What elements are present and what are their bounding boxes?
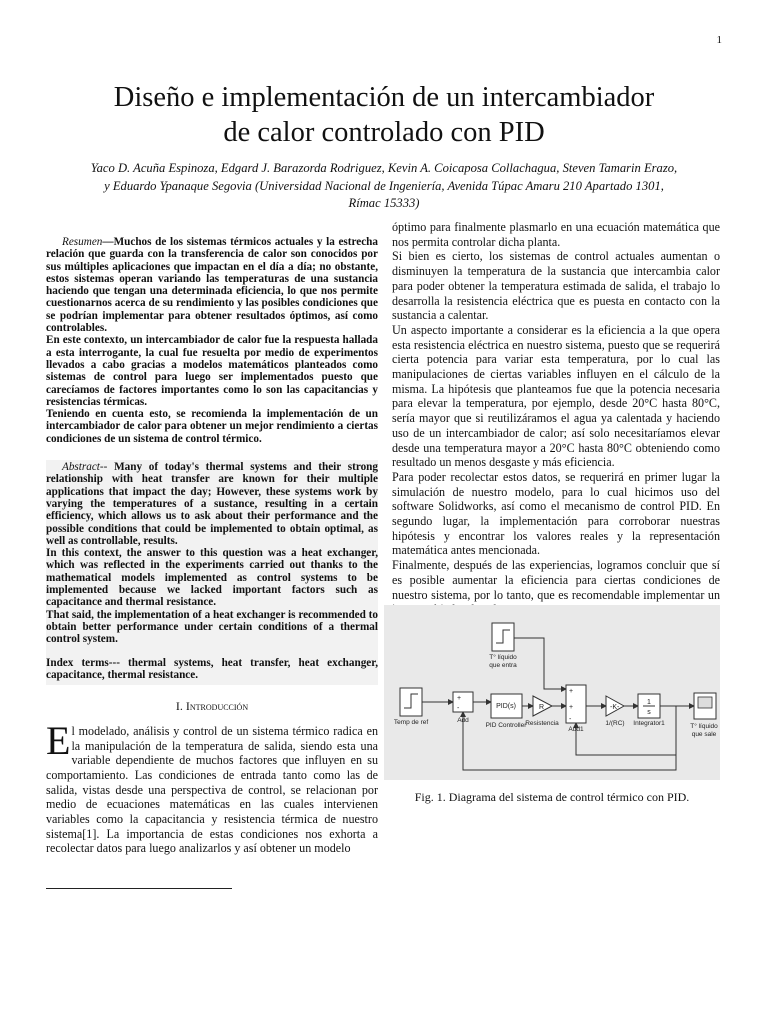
integrator-denominator: s xyxy=(647,709,651,716)
resumen-paragraph-1 xyxy=(46,236,378,334)
abstract-label: Abstract-- xyxy=(62,461,108,474)
abstract-paragraph-3: That said, the implementation of a heat exchanger is recommended to obtain better performance under certain conditions of a thermal control system. xyxy=(46,608,378,646)
label-resistencia: Resistencia xyxy=(525,720,559,727)
title-line-2: de calor controlado con PID xyxy=(223,117,545,148)
abstract-paragraph-2: In this context, the answer to this question was a heat exchanger, which was reflected in the experiments carried out thanks to the mathematical models implemented as control systems to be implemented because we lacked important factors such as capacitance and thermal resistance. xyxy=(46,547,378,609)
block-diagram-svg xyxy=(384,605,720,780)
resumen-label: Resumen xyxy=(62,236,103,248)
resumen-paragraph-2: En este contexto, un intercambiador de calor fue la respuesta hallada a esta interrogante, la cual fue resuelta por medio de experimentos llevados a cabo gracias a modelos matemáticos planteados como sistemas de control para luego ser implementados puesto que carecíamos de factores importantes como lo son las capacitancias y resistencias térmicas. xyxy=(46,334,378,408)
add-block xyxy=(453,692,473,712)
label-liquid-in-2: que entra xyxy=(489,662,517,669)
footnote-rule xyxy=(46,888,232,889)
index-terms xyxy=(46,647,378,686)
authors: Yaco D. Acuña Espinoza, Edgard J. Barazorda Rodriguez, Kevin A. Coicaposa Collachagua, Steven Tamarin Erazo, y Eduardo Ypanaque Segovia (Universidad Nacional de Ingeniería, Avenida Túpac Amaru 210 Apartado 1301, Rímac 15333) xyxy=(90,161,678,210)
resistance-gain-text: R xyxy=(539,704,545,711)
add-minus-sign: - xyxy=(457,705,460,712)
paper-title xyxy=(40,80,728,150)
scope-screen-icon xyxy=(698,697,712,708)
section-heading: I. Introducción xyxy=(175,699,249,714)
resumen-text-1: —Muchos de los sistemas térmicos actuales y la estrecha relación que guarda con la transferencia de calor son conocidos por sus múltiples aplicaciones que impactan en el día a día; no obstante, estos sistemas operan variando las temperaturas de una sustancia haciendo que tengan una determinada eficiencia, lo que nos permite cuestionarnos acerca de su rendimiento y las posibles condiciones que se podrían implementar para obtener resultados óptimos, así como controlables. xyxy=(46,236,378,335)
figure-block-diagram xyxy=(384,605,720,780)
label-liquid-in-1: T° líquido xyxy=(489,654,517,661)
pid-block-text: PID(s) xyxy=(496,703,516,710)
add-plus-sign: + xyxy=(457,695,462,702)
resumen-section xyxy=(46,236,378,445)
label-integrator: Integrator1 xyxy=(633,720,665,727)
abstract-paragraph-1 xyxy=(46,461,378,547)
label-add1: Add1 xyxy=(568,726,584,733)
page-number: 1 xyxy=(716,34,722,46)
intro-text: l modelado, análisis y control de un sistema térmico radica en la manipulación de la temperatura de salida, siendo esta una variable dependiente de muchos factores que influyen en su comportamiento. Las condiciones de entrada tanto como las de salida, vistas desde una perspectiva de control, se relacionan por medio de ecuaciones matemáticas en las cuales intervienen variables como la capacitancia y resistencia térmica de nuestro sistema[1]. La importancia de estas condiciones nos exhorta a recolectar datos para luego analizarlos y así obtener un modelo xyxy=(46,723,378,856)
introduction xyxy=(46,717,378,856)
intro-paragraph xyxy=(46,717,378,856)
add1-minus-sign: - xyxy=(569,716,572,723)
rc-gain-text: -K- xyxy=(610,704,620,711)
resumen-paragraph-3: Teniendo en cuenta esto, se recomienda la implementación de un intercambiador de calor para obtener un mejor rendimiento a ciertas condiciones de un sistema de control térmico. xyxy=(46,408,378,445)
abstract-section xyxy=(46,460,378,646)
left-column xyxy=(46,236,378,856)
label-temp-ref: Temp de ref xyxy=(393,719,429,726)
label-add: Add xyxy=(457,717,469,724)
right-paragraph-5: Finalmente, después de las experiencias, logramos concluir que sí es posible aumentar la eficiencia para ciertas condiciones de nuestro sistema, por lo tanto, que es recomendable implementar un xyxy=(392,558,720,602)
label-rc-gain: 1/(RC) xyxy=(605,720,625,727)
label-pid-controller: PID Controller xyxy=(485,722,527,729)
integrator-numerator: 1 xyxy=(647,699,651,706)
index-terms-text: Index terms--- thermal systems, heat transfer, heat exchanger, capacitance, thermal resistance. xyxy=(46,656,378,681)
right-paragraph-1: óptimo para finalmente plasmarlo en una ecuación matemática que nos permita controlar dicha planta. xyxy=(392,220,720,249)
right-paragraph-4: Para poder recolectar estos datos, se requerirá en primer lugar la simulación de nuestro modelo, para lo cual hicimos uso del software Solidworks, así como el mecanismo de control PID. En segundo lugar, la implementación para corroborar nuestras hipótesis y encontrar los valores reales y la representación matemática antes mencionada. xyxy=(392,469,720,558)
label-liquid-out-2: que sale xyxy=(691,731,717,738)
figure-caption: Fig. 1. Diagrama del sistema de control térmico con PID. xyxy=(414,790,690,804)
right-paragraph-3: Un aspecto importante a considerar es la eficiencia a la que opera esta resistencia eléctrica en nuestro sistema, puesto que se requerirá cierta potencia para variar esta temperatura, por lo cual las manipulaciones de ciertas variables influyen en el cálculo de la misma. La hipótesis que planteamos fue que la potencia necesaria para elevar la temperatura, por ejemplo, desde 20°C hasta 80°C, sería mayor que si reutilizáramos el agua ya calentada y haciendo uso de un intercambiador de calor; así solo necesitaríamos elevar desde una temperatura mayor a 20°C hasta 80°C obteniendo como resultado un menos desgaste y más eficiencia. xyxy=(392,322,720,470)
right-column xyxy=(392,220,720,617)
signal-line-liquid-in xyxy=(514,638,566,689)
abstract-text-1: Many of today's thermal systems and their strong relationship with heat transfer are known for their multiple applications that impact the day; However, these systems work by varying the temperatures of a sustance, resulting in a certain efficiency, which allows us to ask about their performance and the possible conditions that could be implemented to obtain optimal, as well as controllable, results. xyxy=(46,461,378,547)
title-line-1: Diseño e implementación de un intercambiador xyxy=(113,82,655,113)
drop-cap: E xyxy=(46,717,71,763)
add1-plus-sign-1: + xyxy=(569,688,574,695)
add1-plus-sign-2: + xyxy=(569,704,574,711)
label-liquid-out-1: T° líquido xyxy=(690,723,718,730)
signal-line-inner-feedback xyxy=(576,706,676,755)
right-paragraph-2: Si bien es cierto, los sistemas de control actuales aumentan o disminuyen la temperatura de la sustancia que intercambia calor para poder obtener la temperatura estimada de salida, el trabajo lo desarrolla la resistencia eléctrica que es puesta en contacto con la sustancia a calentar. xyxy=(392,249,720,323)
